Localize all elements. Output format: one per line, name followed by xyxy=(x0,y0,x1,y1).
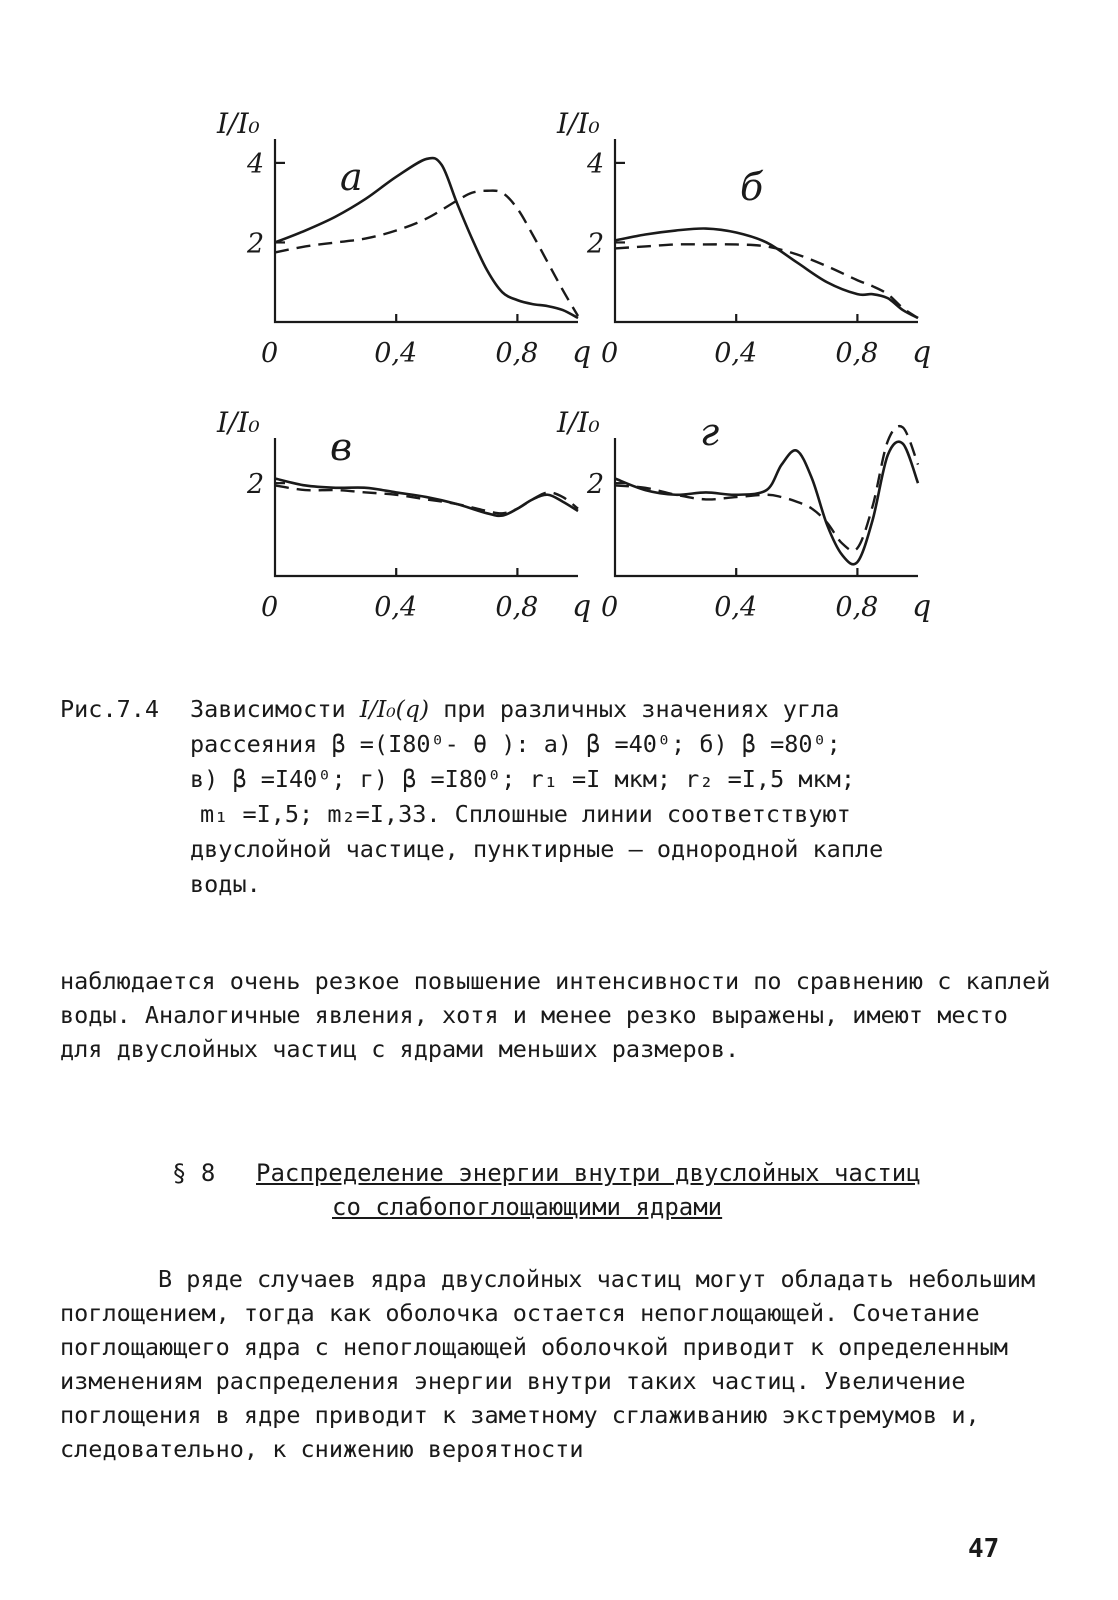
caption-line-6: воды. xyxy=(190,870,261,898)
axes xyxy=(275,139,578,322)
paragraph-continuation: наблюдается очень резкое повышение интенсивности по сравнению с каплей воды. Аналогичные явления, хотя и менее резко выражены, имеют место для двуслойных частиц с ядрами меньших размеров. xyxy=(60,967,1051,1063)
chart-panel-d xyxy=(540,390,960,650)
x-axis-label: q xyxy=(912,335,932,370)
panel-letter: а xyxy=(340,155,363,199)
panel-letter: б xyxy=(740,165,764,209)
y-axis-label: I/I₀ xyxy=(217,406,260,439)
y-tick-label: 4 xyxy=(247,148,265,180)
x-axis-label: q xyxy=(572,335,592,370)
x-axis-label: q xyxy=(912,589,932,624)
x-tick-label: 0,4 xyxy=(374,338,418,369)
x-tick-label: 0 xyxy=(601,592,619,623)
x-tick-label: 0,8 xyxy=(495,338,539,369)
page-number: 47 xyxy=(968,1534,1000,1564)
solid-series-line xyxy=(275,158,578,318)
dashed-series-line xyxy=(615,426,918,551)
y-axis-label: I/I₀ xyxy=(557,406,600,439)
x-tick-label: 0 xyxy=(261,338,279,369)
x-tick-label: 0 xyxy=(601,338,619,369)
x-axis-label: q xyxy=(572,589,592,624)
solid-series-line xyxy=(275,479,578,516)
caption-line-5: двуслойной частице, пунктирные – однородной капле xyxy=(190,835,884,863)
section-title-line-2: со слабопоглощающими ядрами xyxy=(332,1193,723,1221)
x-tick-label: 0,8 xyxy=(495,592,539,623)
y-axis-label: I/I₀ xyxy=(217,107,260,140)
y-tick-label: 2 xyxy=(247,469,265,501)
panel-letter: г xyxy=(700,410,720,454)
x-tick-label: 0,4 xyxy=(374,592,418,623)
section-title-line-1: Распределение энергии внутри двуслойных частиц xyxy=(256,1159,921,1187)
x-tick-label: 0,4 xyxy=(714,592,758,623)
y-axis-label: I/I₀ xyxy=(557,107,600,140)
section-number: § 8 xyxy=(172,1159,216,1187)
panel-letter: в xyxy=(330,425,353,469)
y-tick-label: 2 xyxy=(587,228,605,260)
dashed-series-line xyxy=(615,244,918,318)
x-tick-label: 0,8 xyxy=(835,338,879,369)
x-tick-label: 0,4 xyxy=(714,338,758,369)
x-tick-label: 0,8 xyxy=(835,592,879,623)
chart-panel-b xyxy=(540,100,960,390)
caption-line-1: Зависимости I/I₀(q) при различных значениях угла xyxy=(190,695,840,723)
dashed-series-line xyxy=(275,191,578,316)
caption-line-3: в) β =I40⁰; г) β =I80⁰; r₁ =I мкм; r₂ =I,5 мкм; xyxy=(190,765,855,793)
figure-caption xyxy=(60,692,1040,902)
caption-label: Рис.7.4 xyxy=(60,695,160,723)
caption-line-2: рассеяния β =(I80⁰- θ ): а) β =40⁰; б) β =80⁰; xyxy=(190,730,841,758)
solid-series-line xyxy=(615,228,918,318)
y-tick-label: 2 xyxy=(587,469,605,501)
body-paragraph: В ряде случаев ядра двуслойных частиц могут обладать небольшим поглощением, тогда как оболочка остается непоглощающей. Сочетание поглощающего ядра с непоглощающей оболочкой приводит к определенным изменениям распределения энергии внутри таких частиц. Увеличение поглощения в ядре приводит к заметному сглаживанию экстремумов и, следовательно, к снижению вероятности xyxy=(60,1265,1036,1463)
axes xyxy=(275,438,578,576)
y-tick-label: 4 xyxy=(587,148,605,180)
y-tick-label: 2 xyxy=(247,228,265,260)
x-tick-label: 0 xyxy=(261,592,279,623)
caption-line-4: m₁ =I,5; m₂=I,33. Сплошные линии соответствуют xyxy=(200,800,851,828)
